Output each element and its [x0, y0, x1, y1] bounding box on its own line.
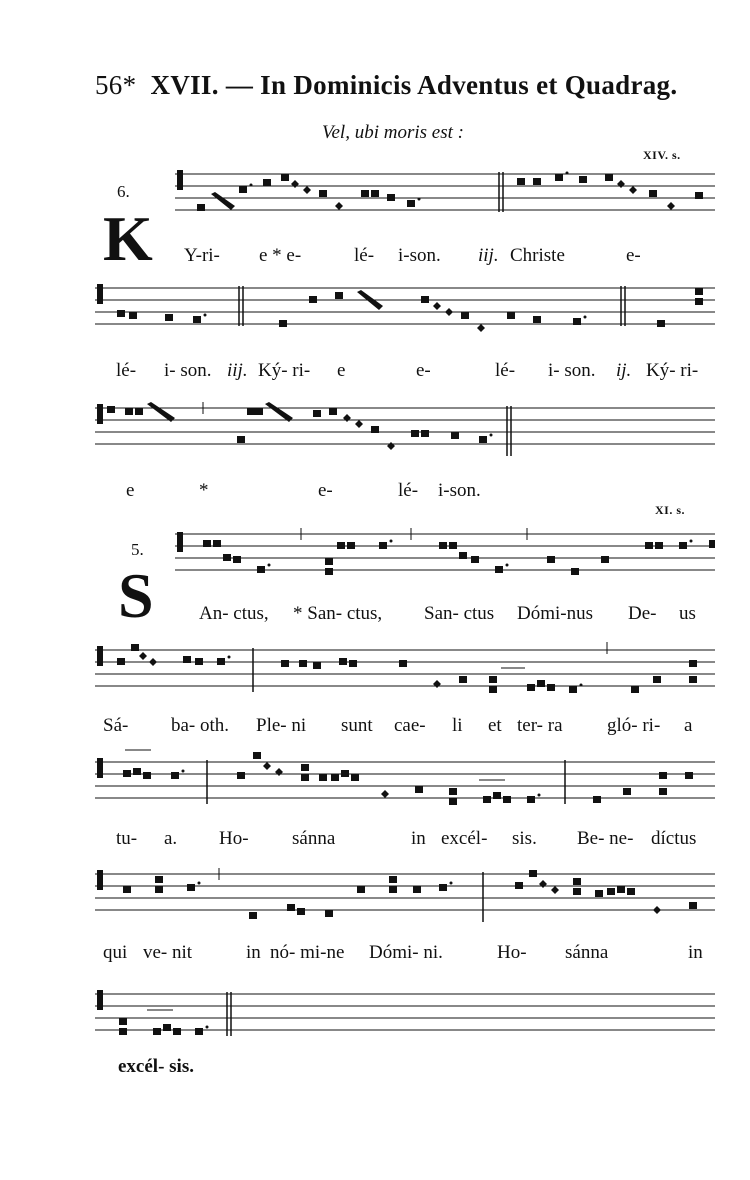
- sanctus-line-3-b: a.: [164, 828, 178, 849]
- kyrie-line-1-c: lé-: [354, 245, 375, 266]
- kyrie-staff-3: [95, 398, 715, 458]
- sanctus-line-3-e: in: [411, 828, 426, 849]
- sanctus-line-1-c: San- ctus: [424, 603, 495, 624]
- kyrie-line-3-c: e-: [318, 480, 333, 501]
- kyrie-line-1-a: Y-ri-: [184, 245, 220, 266]
- sanctus-line-5: excél- sis.: [118, 1056, 194, 1077]
- kyrie-line-1-g: e-: [626, 245, 641, 266]
- sanctus-staff-2: [95, 640, 715, 702]
- sanctus-line-3-d: sánna: [292, 828, 336, 849]
- sanctus-line-2-f: li: [452, 715, 463, 736]
- rubric: Vel, ubi moris est :: [322, 122, 464, 143]
- kyrie-number: 6.: [117, 182, 130, 201]
- kyrie-line-2-c: iij.: [227, 360, 248, 381]
- kyrie-line-3-e: i-son.: [438, 480, 481, 501]
- page-header: [95, 70, 677, 101]
- sanctus-line-1-e: De-: [628, 603, 657, 624]
- sanctus-initial: S: [118, 560, 154, 631]
- sanctus-line-2-i: gló- ri-: [607, 715, 661, 736]
- sanctus-number: 5.: [131, 540, 144, 559]
- sanctus-line-3-f: excél-: [441, 828, 488, 849]
- kyrie-line-2-g: lé-: [495, 360, 516, 381]
- kyrie-line-2-i: ij.: [616, 360, 632, 381]
- sanctus-line-2-j: a: [684, 715, 693, 736]
- kyrie-line-1-b: e * e-: [259, 245, 302, 266]
- sanctus-line-1-b: * San- ctus,: [293, 603, 383, 624]
- kyrie-staff-1: [175, 162, 715, 222]
- kyrie-line-2-b: i- son.: [164, 360, 212, 381]
- sanctus-line-3-a: tu-: [116, 828, 138, 849]
- sanctus-line-4-f: Ho-: [497, 942, 527, 963]
- kyrie-line-3-a: e: [126, 480, 135, 501]
- sanctus-line-1-d: Dómi-nus: [517, 603, 593, 624]
- sanctus-line-3-g: sis.: [512, 828, 537, 849]
- sanctus-staff-4: [95, 864, 715, 926]
- sanctus-line-4-h: in: [688, 942, 703, 963]
- kyrie-line-2-d: Ký- ri-: [258, 360, 311, 381]
- sanctus-staff-3: [95, 752, 715, 814]
- sanctus-staff-1: [175, 524, 715, 594]
- sanctus-line-2-h: ter- ra: [517, 715, 563, 736]
- sanctus-line-3-h: Be- ne-: [577, 828, 634, 849]
- kyrie-line-2-j: Ký- ri-: [646, 360, 699, 381]
- page-number: 56*: [95, 70, 137, 100]
- sanctus-line-2-d: sunt: [341, 715, 373, 736]
- kyrie-line-1-e: iij.: [478, 245, 499, 266]
- sanctus-line-1-f: us: [679, 603, 696, 624]
- sanctus-line-2-b: ba- oth.: [171, 715, 230, 736]
- sanctus-mode: XI. s.: [655, 503, 686, 517]
- sanctus-line-4-c: in: [246, 942, 261, 963]
- sanctus-line-2-c: Ple- ni: [256, 715, 307, 736]
- kyrie-staff-2: [95, 278, 715, 338]
- sanctus-line-4-b: ve- nit: [143, 942, 193, 963]
- page-title: XVII. — In Dominicis Adventus et Quadrag.: [150, 70, 678, 100]
- kyrie-mode: XIV. s.: [643, 148, 681, 162]
- sanctus-staff-5: [95, 984, 715, 1044]
- kyrie-line-1-d: i-son.: [398, 245, 441, 266]
- sanctus-line-3-i: díctus: [651, 828, 697, 849]
- kyrie-initial: K: [103, 203, 153, 274]
- sanctus-line-2-a: Sá-: [103, 715, 129, 736]
- kyrie-line-2-f: e-: [416, 360, 431, 381]
- sanctus-line-2-g: et: [488, 715, 502, 736]
- kyrie-line-1-f: Christe: [510, 245, 565, 266]
- kyrie-line-3-d: lé-: [398, 480, 419, 501]
- sanctus-line-1-a: An- ctus,: [199, 603, 269, 624]
- kyrie-line-3-b: *: [199, 480, 209, 501]
- sanctus-line-4-d: nó- mi-ne: [270, 942, 345, 963]
- sanctus-line-4-e: Dómi- ni.: [369, 942, 443, 963]
- kyrie-line-2-h: i- son.: [548, 360, 596, 381]
- sanctus-line-3-c: Ho-: [219, 828, 249, 849]
- sanctus-line-4-g: sánna: [565, 942, 609, 963]
- sanctus-line-2-e: cae-: [394, 715, 426, 736]
- kyrie-line-2-e: e: [337, 360, 346, 381]
- sanctus-line-4-a: qui: [103, 942, 128, 963]
- kyrie-line-2-a: lé-: [116, 360, 137, 381]
